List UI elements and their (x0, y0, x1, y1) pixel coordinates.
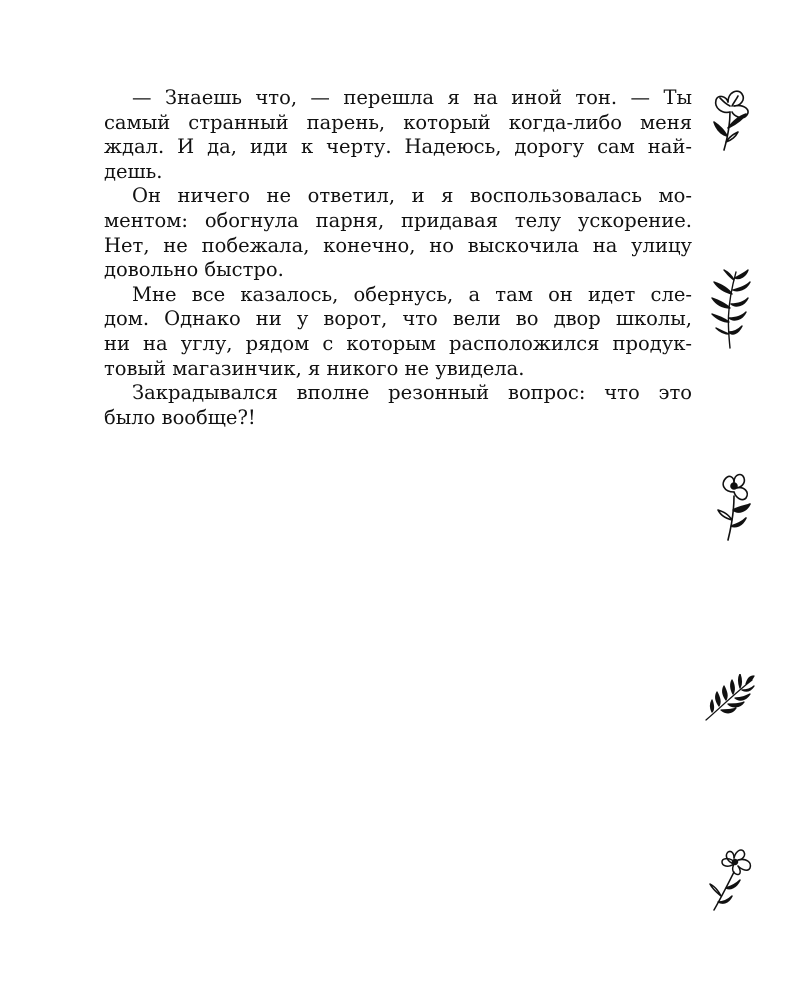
text-line: товый магазинчик, я никого не увидела. (104, 356, 525, 380)
fern-leaf-icon (702, 674, 756, 724)
text-line: Мне все казалось, обернусь, а там он идет сле- (132, 282, 692, 306)
text-line: Нет, не побежала, конечно, но выскочила на улицу (104, 233, 692, 257)
text-line: ждал. И да, иди к черту. Надеюсь, дорогу сам най- (104, 135, 692, 159)
text-line: дом. Однако ни у ворот, что вели во двор школы, (104, 307, 692, 331)
text-line: Он ничего не ответил, и я воспользовалась мо- (132, 184, 692, 208)
body-text (104, 86, 692, 430)
flower-icon (700, 84, 760, 154)
text-line: довольно быстро. (104, 258, 284, 282)
text-line: ментом: обогнула парня, придавая телу ускорение. (104, 208, 692, 232)
text-line: ни на углу, рядом с которым расположился продук- (104, 331, 692, 355)
text-line: Закрадывался вполне резонный вопрос: что это (132, 381, 692, 405)
text-line: — Знаешь что, — перешла я на иной тон. — Ты (132, 86, 692, 109)
text-line: дешь. (104, 159, 163, 183)
small-flower-icon (712, 470, 758, 542)
text-line: было вообще?! (104, 405, 256, 429)
leafy-branch-icon (706, 268, 752, 350)
text-line: самый странный парень, который когда-либо меня (104, 110, 692, 134)
daisy-icon (704, 842, 758, 912)
